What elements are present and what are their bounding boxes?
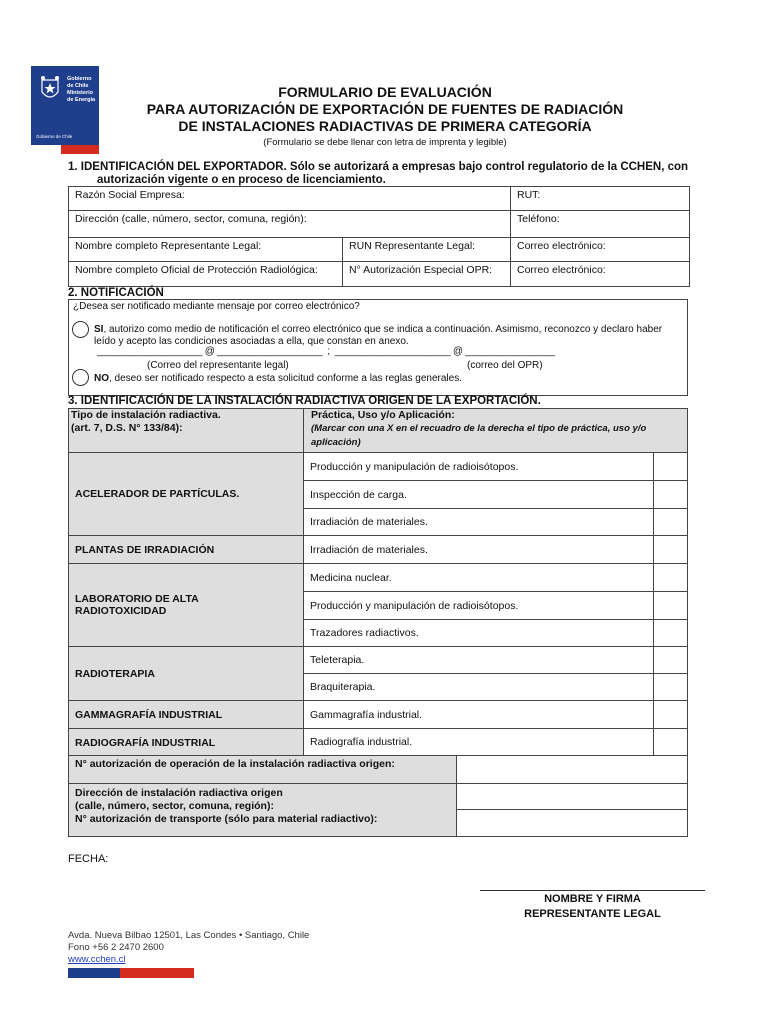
col-practica-note-cont: aplicación) bbox=[311, 437, 361, 448]
footer-flag-bar bbox=[68, 968, 194, 978]
opr-nombre-field[interactable]: Nombre completo Oficial de Protección Radiológica: bbox=[68, 261, 343, 287]
logo-line2: Ministerio de Energía bbox=[67, 90, 96, 103]
option-si-text-cont: leído y acepto las condiciones asociadas a ella, que constan en anexo. bbox=[94, 336, 409, 347]
practice-label: Trazadores radiactivos. bbox=[303, 619, 654, 647]
practice-label: Radiografía industrial. bbox=[303, 728, 654, 756]
footer-phone: Fono +56 2 2470 2600 bbox=[68, 942, 164, 953]
radio-si[interactable] bbox=[72, 321, 89, 338]
col-tipo-art: (art. 7, D.S. N° 133/84): bbox=[71, 422, 183, 434]
practice-label: Teleterapia. bbox=[303, 646, 654, 674]
col-tipo-label: Tipo de instalación radiactiva. bbox=[71, 409, 221, 421]
practice-label: Producción y manipulación de radioisótopos. bbox=[303, 452, 654, 481]
direccion-field[interactable]: Dirección (calle, número, sector, comuna, región): bbox=[68, 210, 511, 238]
type-radioterapia: RADIOTERAPIA bbox=[68, 646, 304, 701]
practice-label: Gammagrafía industrial. bbox=[303, 700, 654, 729]
type-acelerador: ACELERADOR DE PARTÍCULAS. bbox=[68, 452, 304, 536]
subtitle: (Formulario se debe llenar con letra de imprenta y legible) bbox=[263, 137, 507, 148]
title-line1: FORMULARIO DE EVALUACIÓN bbox=[278, 84, 492, 100]
practice-checkbox[interactable] bbox=[653, 563, 688, 592]
footer bbox=[68, 930, 309, 966]
type-plantas: PLANTAS DE IRRADIACIÓN bbox=[68, 535, 304, 564]
fecha-label: FECHA: bbox=[68, 853, 109, 865]
practice-label: Irradiación de materiales. bbox=[303, 535, 654, 564]
type-gammagrafia: GAMMAGRAFÍA INDUSTRIAL bbox=[68, 700, 304, 729]
footer-address: Avda. Nueva Bilbao 12501, Las Condes • Santiago, Chile bbox=[68, 930, 310, 941]
notification-box bbox=[68, 299, 688, 396]
title-line3: DE INSTALACIONES RADIACTIVAS DE PRIMERA CATEGORÍA bbox=[178, 118, 592, 134]
option-no-text: NO, deseo ser notificado respecto a esta solicitud conforme a las reglas generales. bbox=[94, 373, 462, 384]
email-lines[interactable]: ____________________ @ ____________________ ; ______________________ @ _________________ bbox=[97, 346, 555, 357]
practice-label: Braquiterapia. bbox=[303, 673, 654, 701]
section3-heading: 3. IDENTIFICACIÓN DE LA INSTALACIÓN RADIACTIVA ORIGEN DE LA EXPORTACIÓN. bbox=[68, 395, 541, 407]
col-practica-note: (Marcar con una X en el recuadro de la derecha el tipo de práctica, uso y/o bbox=[311, 423, 647, 434]
option-si-text: SI, autorizo como medio de notificación el correo electrónico que se indica a continuación. Asimismo, reconozco y declaro haber bbox=[94, 324, 663, 335]
telefono-field[interactable]: Teléfono: bbox=[510, 210, 690, 238]
logo-line1: Gobierno de Chile bbox=[67, 76, 92, 89]
section1-heading: 1. IDENTIFICACIÓN DEL EXPORTADOR. Sólo se autorizará a empresas bajo control regulatorio de la CCHEN, con bbox=[68, 161, 689, 173]
col-practica-label: Práctica, Uso y/o Aplicación: bbox=[311, 409, 455, 421]
coat-of-arms-icon bbox=[38, 74, 62, 104]
op-aut-field[interactable] bbox=[456, 755, 688, 784]
section1-heading-cont: autorización vigente o en proceso de licenciamiento. bbox=[97, 174, 386, 186]
practice-checkbox[interactable] bbox=[653, 480, 688, 509]
notification-question: ¿Desea ser notificado mediante mensaje por correo electrónico? bbox=[73, 301, 360, 312]
radio-no[interactable] bbox=[72, 369, 89, 386]
practice-checkbox[interactable] bbox=[653, 535, 688, 564]
direccion-origen-field[interactable] bbox=[456, 783, 688, 810]
practice-checkbox[interactable] bbox=[653, 646, 688, 674]
signature-line[interactable] bbox=[480, 890, 705, 891]
practice-label: Medicina nuclear. bbox=[303, 563, 654, 592]
representante-correo-field[interactable]: Correo electrónico: bbox=[510, 237, 690, 262]
transporte-field[interactable] bbox=[456, 809, 688, 837]
representante-nombre-field[interactable]: Nombre completo Representante Legal: bbox=[68, 237, 343, 262]
practice-checkbox[interactable] bbox=[653, 673, 688, 701]
practice-checkbox[interactable] bbox=[653, 452, 688, 481]
practice-label: Irradiación de materiales. bbox=[303, 508, 654, 536]
practice-checkbox[interactable] bbox=[653, 728, 688, 756]
type-laboratorio: LABORATORIO DE ALTA RADIOTOXICIDAD bbox=[68, 563, 304, 647]
email-rep-label: (Correo del representante legal) bbox=[147, 360, 289, 371]
representante-run-field[interactable]: RUN Representante Legal: bbox=[342, 237, 511, 262]
footer-website-link[interactable]: www.cchen.cl bbox=[68, 954, 126, 965]
practice-label: Inspección de carga. bbox=[303, 480, 654, 509]
type-radiografia: RADIOGRAFÍA INDUSTRIAL bbox=[68, 728, 304, 756]
practice-label: Producción y manipulación de radioisótopos. bbox=[303, 591, 654, 620]
practice-checkbox[interactable] bbox=[653, 508, 688, 536]
opr-correo-field[interactable]: Correo electrónico: bbox=[510, 261, 690, 287]
practice-checkbox[interactable] bbox=[653, 619, 688, 647]
opr-autorizacion-field[interactable]: N° Autorización Especial OPR: bbox=[342, 261, 511, 287]
practice-checkbox[interactable] bbox=[653, 700, 688, 729]
logo bbox=[31, 66, 99, 154]
razon-social-field[interactable]: Razón Social Empresa: bbox=[68, 186, 511, 211]
email-opr-label: (correo del OPR) bbox=[467, 360, 543, 371]
section2-heading: 2. NOTIFICACIÓN bbox=[68, 287, 164, 299]
rut-field[interactable]: RUT: bbox=[510, 186, 690, 211]
firma-label2: REPRESENTANTE LEGAL bbox=[524, 908, 661, 920]
logo-line3: Gobierno de Chile bbox=[36, 134, 73, 139]
op-aut-label: N° autorización de operación de la instalación radiactiva origen: bbox=[68, 755, 457, 784]
direccion-origen-label: Dirección de instalación radiactiva origen (calle, número, sector, comuna, región): N° autorización de transporte (sólo para material radiactivo): bbox=[68, 783, 457, 837]
firma-label1: NOMBRE Y FIRMA bbox=[544, 893, 641, 905]
practice-checkbox[interactable] bbox=[653, 591, 688, 620]
title-line2: PARA AUTORIZACIÓN DE EXPORTACIÓN DE FUENTES DE RADIACIÓN bbox=[146, 101, 624, 117]
